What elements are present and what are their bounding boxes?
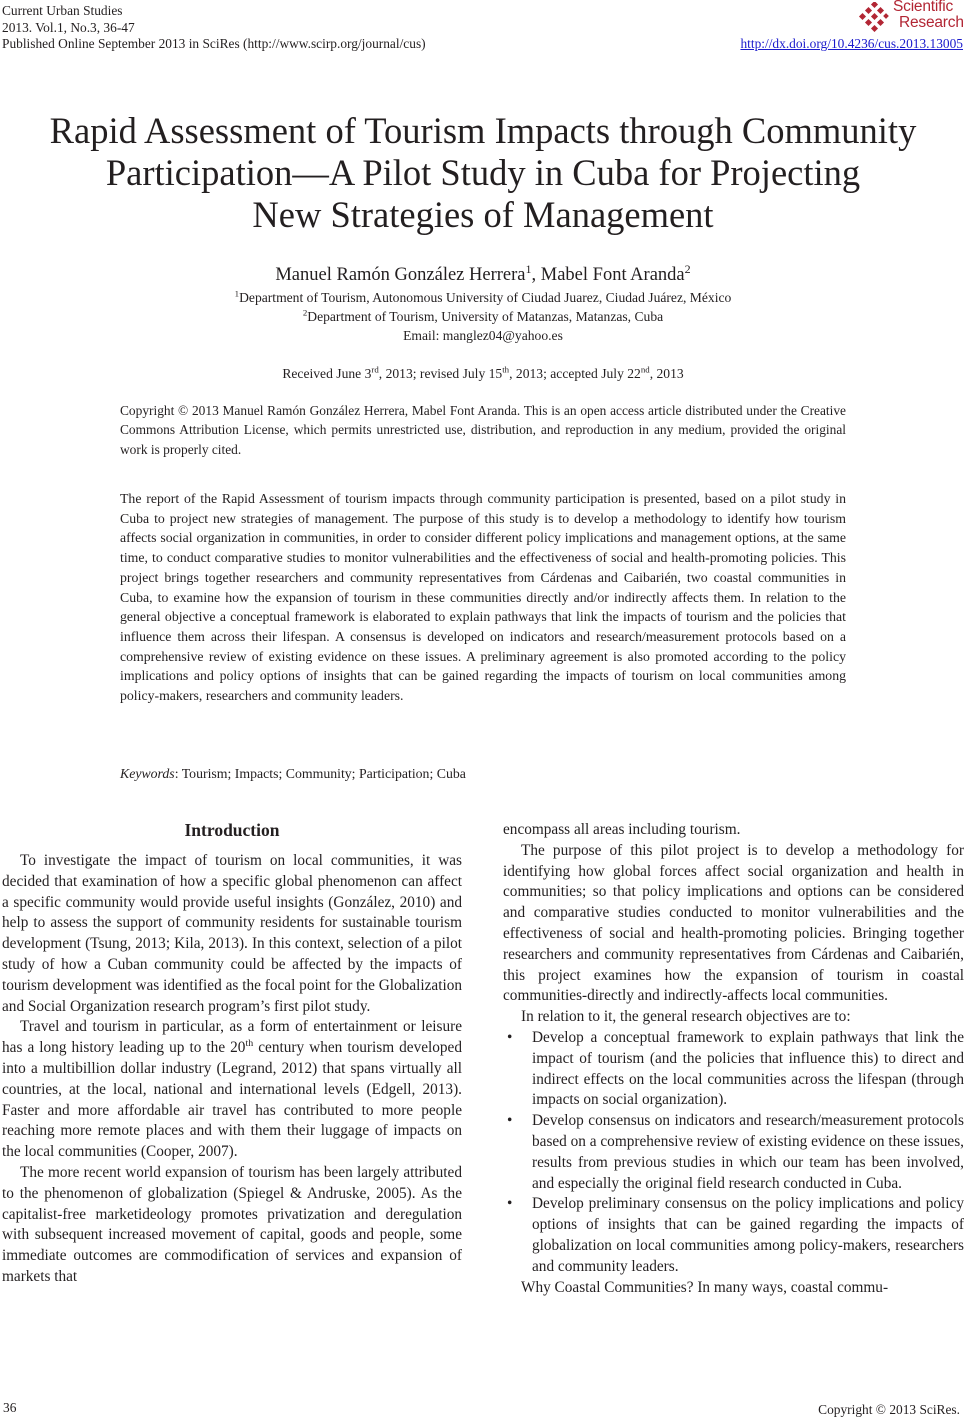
list-item-text: Develop preliminary consensus on the policy implications and policy options of insights that can be gained regarding the impacts of globalization on local communities among policy-makers, researchers and community leaders. [532,1195,964,1275]
title-line-2: Participation—A Pilot Study in Cuba for Projecting [105,152,861,193]
accepted-text: , 2013; accepted July 22 [509,366,641,381]
author-2-affiliation-marker: 2 [684,261,691,276]
bullet-icon: • [507,1028,513,1046]
revised-text: , 2013; revised July 15 [378,366,503,381]
left-paragraph-1: To investigate the impact of tourism on local communities, it was decided that examination of how a specific global phenomenon can affect a specific community would provide useful insights (González, 2010) and help to assess the support of community residents for sustainable tourism development (Tsung, 2013; Kila, 2013). In this context, selection of a pilot study of how a Cuban community could be affected by the impacts of tourism development was identified as the focal point for the Globalization and Social Organization research program’s first pilot study. [2,852,462,1015]
title-line-1: Rapid Assessment of Tourism Impacts through Community [49,110,917,151]
footer-copyright: Copyright © 2013 SciRes. [818,1402,960,1417]
right-column [503,820,964,1298]
right-paragraph-3: Why Coastal Communities? In many ways, coastal commu- [521,1278,889,1296]
author-1: Manuel Ramón González Herrera [275,265,526,285]
author-list [0,261,966,286]
left-paragraph-3: The more recent world expansion of tourism has been largely attributed to the phenomenon of globalization (Spiegel & Andruske, 2005). As the capitalist-free marketideology promotes privatization and deregulation with subsequent increased movement of capital, goods and people, some immediate outcomes are commodification of services and expansion of markets that [2,1163,462,1285]
list-item-text: Develop consensus on indicators and research/measurement protocols based on a comprehensive review of existing evidence on these issues, results from previous studies in which our team has been involved, and especially the original field research conducted in Cuba. [532,1112,965,1192]
title-line-3: New Strategies of Management [252,194,714,235]
section-heading-introduction: Introduction [184,820,280,840]
logo-line-2: Research [899,14,964,31]
received-sup: rd [371,364,379,375]
author-separator: , [531,265,541,285]
journal-name: Current Urban Studies [2,3,123,18]
left-paragraph-2-sup: th [245,1038,254,1050]
abstract: The report of the Rapid Assessment of tourism impacts through community participation is presented, based on a pilot study in Cuba to project new strategies of management. The purpose of this study is to develop a methodology to identify how tourism affects social organization in communities, in order to consider different policy implications and management options, at the same time, to conduct comparative studies to monitor vulnerabilities and the effectiveness of social and health-promoting policies. This project brings together researchers and community representatives from Cárdenas and Caibarién, two coastal communities in Cuba, to examine how the expansion of tourism in these communities directly and/or indirectly affects them. In relation to the general objective a conceptual framework is elaborated to explain pathways that link the impacts of tourism and the policies that influence them across their lifespan. A consensus is developed on indicators and research/measurement protocols based on a comprehensive review of existing evidence on these issues. A preliminary agreement is also promoted according to the policy implications and policy options of insights that can be gained regarding the impacts of tourism on local communities among policy-makers, researchers and community leaders. [120,491,846,704]
accepted-sup: nd [640,364,650,375]
affiliation-1-marker: 1 [234,288,240,299]
keywords-value: : Tourism; Impacts; Community; Participation; Cuba [174,766,466,781]
list-item [503,1111,964,1194]
doi-link[interactable]: http://dx.doi.org/10.4236/cus.2013.13005 [740,36,963,51]
right-paragraph-2: In relation to it, the general research objectives are to: [521,1008,851,1026]
list-item-text: Develop a conceptual framework to explain pathways that link the impact of tourism (and the policies that influence this) to direct and indirect effects on the local communities across the lifespan (through impacts on social organization). [532,1028,964,1109]
author-1-affiliation-marker: 1 [525,261,532,276]
list-item [503,1028,964,1111]
revised-sup: th [502,364,510,375]
publisher-logo-icon [858,2,890,32]
objectives-list [503,1028,964,1278]
author-email[interactable]: Email: manglez04@yahoo.es [403,328,563,343]
affiliation-2 [0,309,966,325]
dates-end: , 2013 [649,366,684,381]
page-number: 36 [3,1400,17,1415]
author-2: Mabel Font Aranda [540,265,685,285]
left-paragraph-2-b: century when tourism developed into a multibillion dollar industry (Legrand, 2012) that spans virtually all countries, at the local, national and international levels (Edgell, 2013). Faster and more affordable air travel has contributed to more people reaching more remote places and with them their luggage of impacts on the local communities (Cooper, 2007). [2,1039,463,1161]
affiliation-1 [0,290,966,306]
copyright-notice: Copyright © 2013 Manuel Ramón González Herrera, Mabel Font Aranda. This is an open access article distributed under the Creative Commons Attribution License, which permits unrestricted use, distribution, and reproduction in any medium, provided the original work is properly cited. [120,403,846,457]
journal-published: Published Online September 2013 in SciRes (http://www.scirp.org/journal/cus) [2,36,426,51]
list-item [503,1194,964,1277]
received-text: Received June 3 [282,366,372,381]
logo-line-1: Scientific [893,0,954,15]
keywords-label: Keywords [120,766,175,781]
affiliation-2-text: Department of Tourism, University of Matanzas, Matanzas, Cuba [307,309,664,324]
keywords [120,764,466,783]
bullet-icon: • [507,1112,513,1130]
journal-header [2,3,426,53]
scientific-research-logo [858,0,962,34]
right-paragraph-0: encompass all areas including tourism. [503,821,741,838]
right-paragraph-1: The purpose of this pilot project is to develop a methodology for identifying how global forces affect social organization and health in communities; so that policy implications and options can be considered and comparative studies conducted to monitor vulnerabilities and the effectiveness of social and health-promoting policies. Bringing together researchers and community representatives from Cárdenas and Caibarién, this project examines how the expansion of tourism in coastal communities-directly and indirectly-affects local communities. [503,841,964,1005]
paper-title [0,110,966,236]
affiliation-2-marker: 2 [302,307,308,318]
journal-volume: 2013. Vol.1, No.3, 36-47 [2,19,135,35]
left-paragraph-2-a: Travel and tourism in particular, as a form of entertainment or leisure has a long history leading up to the 20 [2,1018,462,1057]
left-column [2,819,462,1288]
received-dates [0,366,966,382]
left-paragraph-2 [2,1017,462,1163]
publisher-wordmark [893,0,964,31]
affiliation-1-text: Department of Tourism, Autonomous University of Ciudad Juarez, Ciudad Juárez, México [239,290,732,305]
bullet-icon: • [507,1195,513,1213]
